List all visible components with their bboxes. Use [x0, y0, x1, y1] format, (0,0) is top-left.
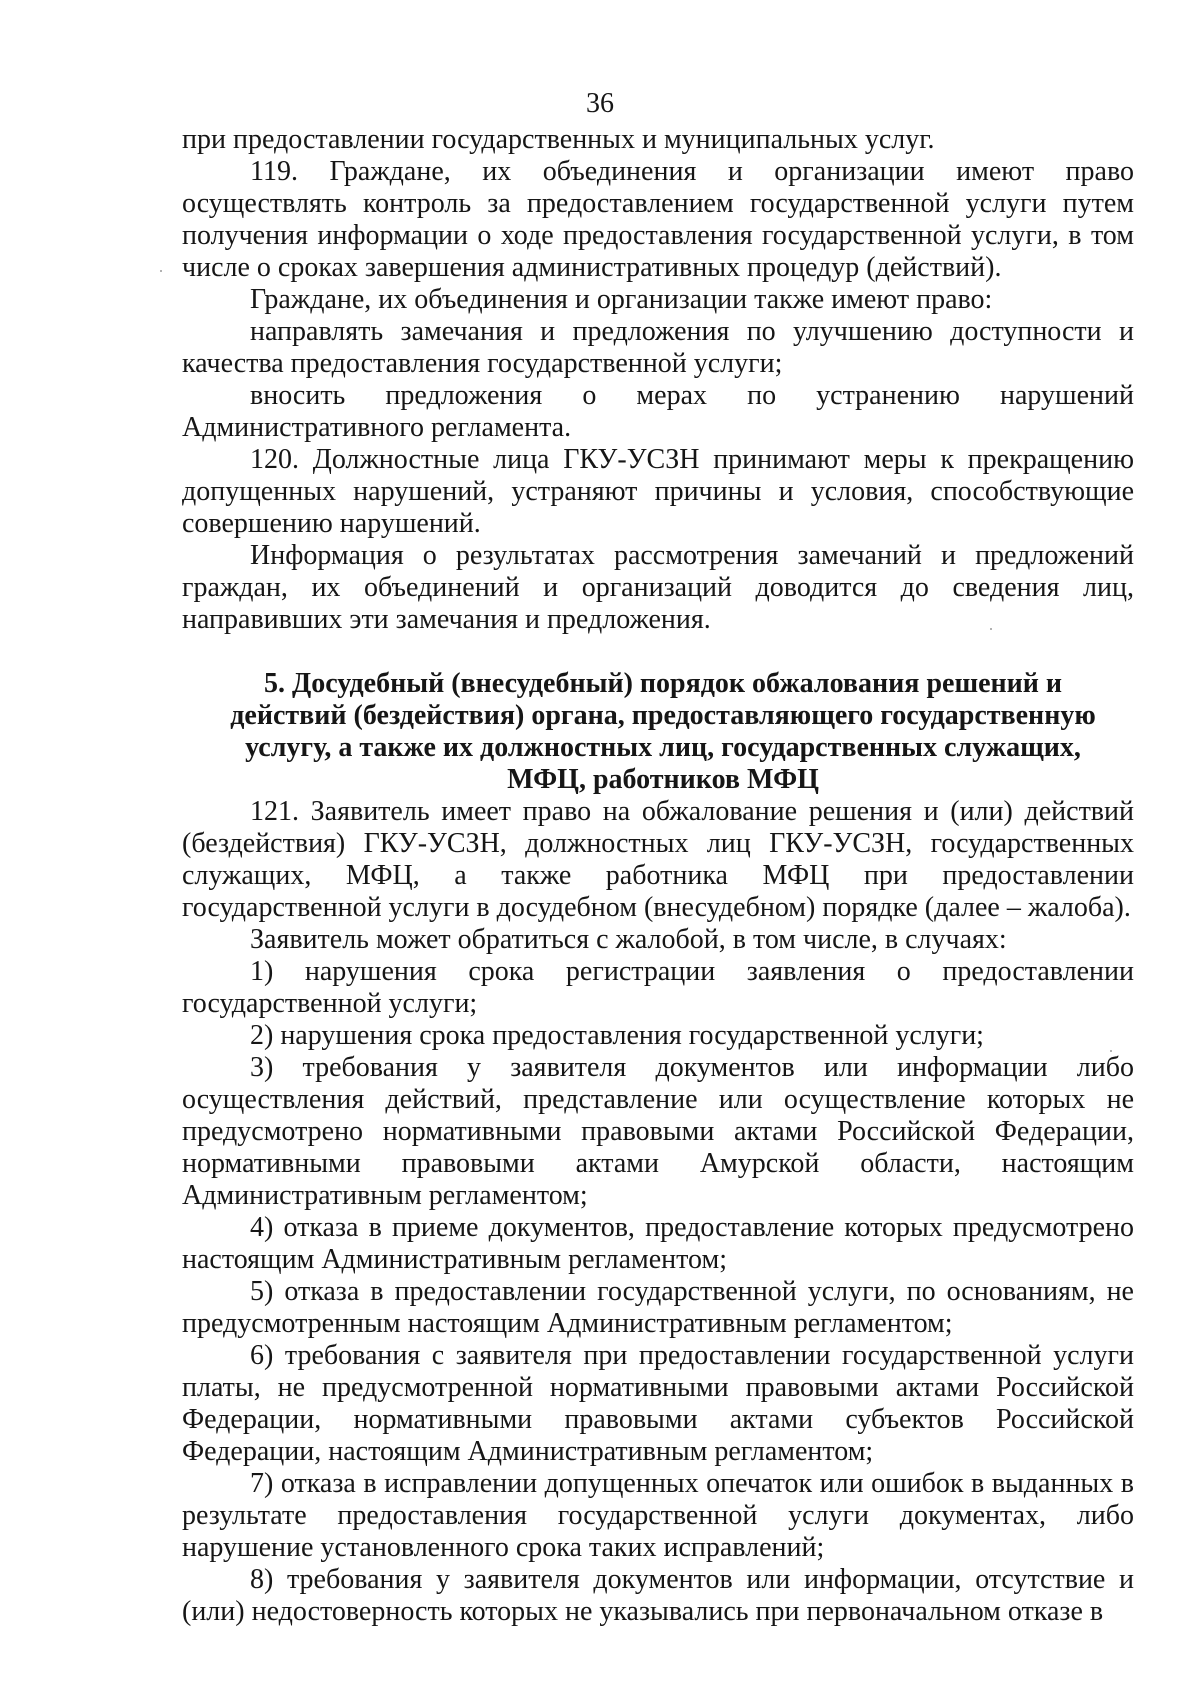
page-number: 36: [586, 88, 614, 119]
paragraph: 121. Заявитель имеет право на обжалование решения и (или) действий (бездействия) ГКУ-УСЗН, должностных лиц ГКУ-УСЗН, государственных служащих, МФЦ, а также работника МФЦ при предоставлении государственной услуги в досудебном (внесудебном) порядке (далее – жалоба).: [182, 796, 1134, 923]
scan-speck: [1110, 1050, 1112, 1052]
paragraph: направлять замечания и предложения по улучшению доступности и качества предоставления государственной услуги;: [182, 316, 1134, 379]
paragraph: Граждане, их объединения и организации также имеют право:: [250, 284, 993, 315]
paragraph: 4) отказа в приеме документов, предоставление которых предусмотрено настоящим Административным регламентом;: [182, 1212, 1134, 1275]
paragraphs-top: [182, 124, 1134, 636]
paragraph: Заявитель может обратиться с жалобой, в том числе, в случаях:: [250, 924, 1007, 955]
paragraph: 120. Должностные лица ГКУ-УСЗН принимают меры к прекращению допущенных нарушений, устраняют причины и условия, способствующие совершению нарушений.: [182, 444, 1134, 539]
paragraph: 119. Граждане, их объединения и организации имеют право осуществлять контроль за предоставлением государственной услуги путем получения информации о ходе предоставления государственной услуги, в том числе о сроках завершения административных процедур (действий).: [182, 156, 1134, 283]
paragraph: 3) требования у заявителя документов или информации либо осуществления действий, представление или осуществление которых не предусмотрено нормативными правовыми актами Российской Федерации, нормативными правовыми актами Амурской области, настоящим Административным регламентом;: [182, 1052, 1134, 1211]
paragraph: Информация о результатах рассмотрения замечаний и предложений граждан, их объединений и организаций доводится до сведения лиц, направивших эти замечания и предложения.: [182, 540, 1134, 635]
paragraph: 2) нарушения срока предоставления государственной услуги;: [250, 1020, 984, 1051]
paragraph: 5) отказа в предоставлении государственной услуги, по основаниям, не предусмотренным настоящим Административным регламентом;: [182, 1276, 1134, 1339]
paragraph: 6) требования с заявителя при предоставлении государственной услуги платы, не предусмотренной нормативными правовыми актами Российской Федерации, нормативными правовыми актами субъектов Российской Федерации, настоящим Административным регламентом;: [182, 1340, 1134, 1467]
document-body: [182, 124, 1134, 1628]
paragraph: 8) требования у заявителя документов или информации, отсутствие и (или) недостоверность которых не указывались при первоначальном отказе в: [182, 1564, 1134, 1627]
paragraph: 1) нарушения срока регистрации заявления о предоставлении государственной услуги;: [182, 956, 1134, 1019]
paragraphs-bottom: [182, 796, 1134, 1628]
paragraph: вносить предложения о мерах по устранению нарушений Административного регламента.: [182, 380, 1134, 443]
section-heading: 5. Досудебный (внесудебный) порядок обжалования решений и действий (бездействия) органа, предоставляющего государственную услугу, а также их должностных лиц, государственных служащих, МФЦ, работников МФЦ: [230, 668, 1096, 795]
scan-speck: [160, 270, 162, 272]
paragraph: 7) отказа в исправлении допущенных опечаток или ошибок в выданных в результате предоставления государственной услуги документах, либо нарушение установленного срока таких исправлений;: [182, 1468, 1134, 1563]
scan-speck: [990, 628, 992, 630]
paragraph: при предоставлении государственных и муниципальных услуг.: [182, 124, 935, 155]
